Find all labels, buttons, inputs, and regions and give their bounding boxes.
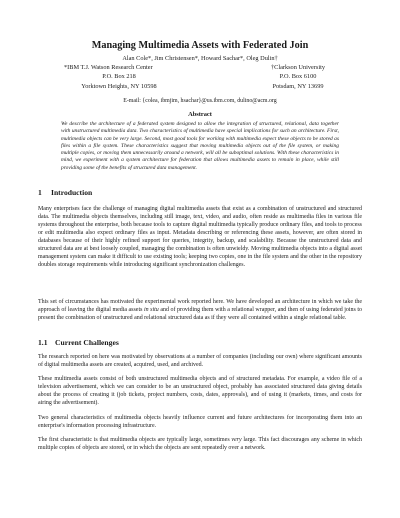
affiliation-clarkson-box: P.O. Box 6100 — [279, 73, 317, 81]
abstract-heading: Abstract — [188, 111, 212, 118]
affiliation-clarkson-city: Potsdam, NY 13699 — [272, 82, 324, 90]
intro-p2-text-a: This set of circumstances has motivated the experimental work reported here. We have developed an architecture in which we take the approach of leaving the digital media assets — [38, 299, 362, 314]
intro-p2-text-b: and of providing them with a relational wrapper, and then of using federated joins to present the combination of unstructured and relational structured data as if they were all contained within a single relational table. — [38, 307, 362, 322]
section-1-title: Introduction — [51, 188, 93, 197]
section-1-1-title: Current Challenges — [55, 338, 119, 347]
challenges-paragraph-1: The research reported on here was motivated by observations at a number of companies (including our own) where significant amounts of digital multimedia assets are created, acquired, used, and archived. — [38, 354, 362, 369]
challenges-paragraph-2: These multimedia assets consist of both unstructured multimedia objects and of structured metadata. For example, a video file of a television advertisement, which we can consider to be an unstructured object, probably has associated structured data giving details about the process of creating it (job tickets, project numbers, costs, dates, approvals), and of using it (markets, times, and costs for airing the advertisement). — [38, 376, 362, 407]
abstract-text: We describe the architecture of a federated system designed to allow the integration of structured, relational, data together with unstructured multimedia data. Two characteristics of multimedia have special implications for such an architecture. First, multimedia objects can be very large. Second, most good tools for working with multimedia expect these objects to be stored as files within a file system. These characteristics suggest that moving multimedia objects out of the file system, or making multiple copies, or moving them unnecessarily around a network, will all be suboptimal solutions. With these characteristics in mind, we experiment with a system architecture for federation that allows multimedia assets to remain in place, while still providing some of the benefits of structured data management. — [61, 121, 339, 171]
challenges-p4-italic: very — [231, 437, 242, 443]
intro-p2-italic: in situ — [143, 307, 159, 314]
author-emails: E-mail: {colea, ibmjim, hsachar}@us.ibm.com, dulino@acm.org — [123, 98, 277, 104]
challenges-paragraph-3: Two general characteristics of multimedia objects heavily influence current and future architectures for incorporating them into an enterprise's information processing infrastructure. — [38, 415, 362, 430]
affiliation-clarkson — [248, 63, 348, 91]
affiliation-ibm-box: P.O. Box 218 — [102, 73, 136, 81]
section-1-number: 1 — [38, 188, 42, 197]
affiliation-ibm — [64, 63, 174, 91]
author-list: Alan Cole*, Jim Christensen*, Howard Sachar*, Oleg Dulin† — [122, 55, 278, 62]
affiliation-ibm-name: *IBM T.J. Watson Research Center — [64, 64, 153, 71]
affiliation-clarkson-name: †Clarkson University — [270, 64, 326, 71]
section-1-1-number: 1.1 — [38, 338, 48, 347]
intro-paragraph-1: Many enterprises face the challenge of managing digital multimedia assets that exist as a combination of unstructured and structured data. The multimedia objects themselves, including still image, text, video, and audio, often reside as multimedia files in various file systems throughout the enterprise, both because tools to capture digital multimedia typically produce ordinary files, and tools to process or edit multimedia also expect ordinary files as input. Metadata describing or referencing these assets, however, are often stored in databases because of their highly refined support for queries, integrity, backup, and scalability. Because the unstructured data and structured data are at best loosely coupled, managing the combination is often unwieldy. Moving multimedia objects into a digital asset management system can make it difficult to use existing tools; keeping two copies, one in the file system and the other in the repository doubles storage requirements while introducing significant synchronization challenges. — [38, 206, 362, 269]
challenges-p4-text-a: The first characteristic is that multimedia objects are typically large, sometimes — [38, 437, 232, 443]
challenges-p4-text-b: large. This fact discourages any scheme in which multiple copies of objects are stored, or in which the objects are sent repeatedly over a network. — [38, 437, 362, 452]
intro-paragraph-2 — [38, 298, 362, 322]
affiliation-ibm-city: Yorktown Heights, NY 10598 — [81, 82, 157, 90]
section-1-1-heading — [38, 338, 119, 347]
section-1-heading — [38, 188, 92, 197]
paper-title: Managing Multimedia Assets with Federated Join — [91, 40, 309, 51]
challenges-paragraph-4 — [38, 436, 362, 452]
